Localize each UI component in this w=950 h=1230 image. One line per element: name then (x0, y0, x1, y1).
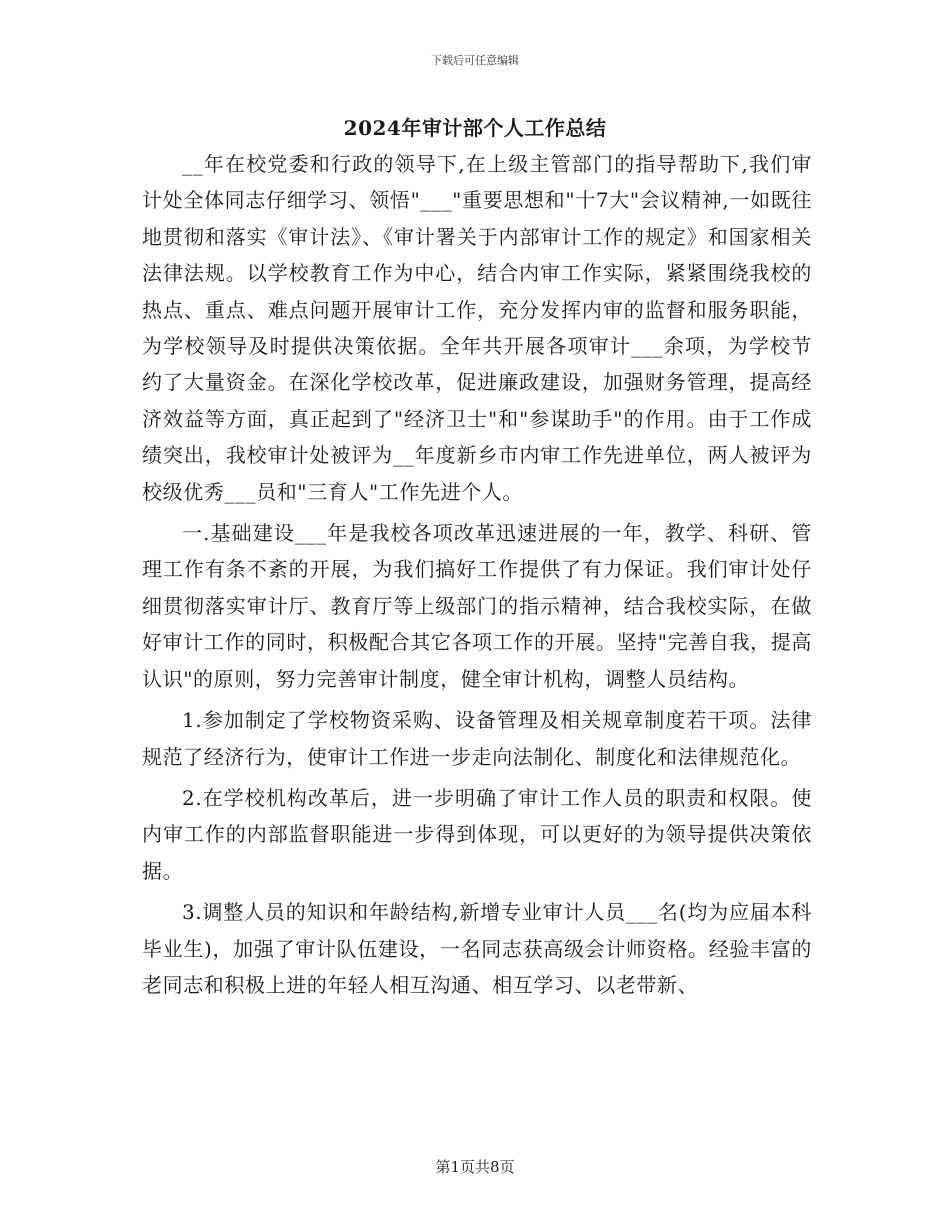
paragraph-section-one: 一.基础建设___年是我校各项改革迅速进展的一年，教学、科研、管理工作有条不紊的开展，为我们搞好工作提供了有力保证。我们审计处仔细贯彻落实审计厅、教育厅等上级部门的指示精神，结合我校实际，在做好审计工作的同时，积极配合其它各项工作的开展。坚持"完善自我，提高认识"的原则，努力完善审计制度，健全审计机构，调整人员结构。 (142, 521, 812, 691)
document-title: 2024年审计部个人工作总结 (343, 116, 607, 140)
paragraph-item-3: 3.调整人员的知识和年龄结构,新增专业审计人员___名(均为应届本科毕业生)，加强了审计队伍建设，一名同志获高级会计师资格。经验丰富的老同志和积极上进的年轻人相互沟通、相互学习、以老带新、 (142, 900, 812, 997)
paragraph-item-2: 2.在学校机构改革后，进一步明确了审计工作人员的职责和权限。使内审工作的内部监督职能进一步得到体现，可以更好的为领导提供决策依据。 (142, 785, 812, 883)
page-number: 第1页共8页 (435, 1158, 515, 1176)
paragraph-intro: __年在校党委和行政的领导下,在上级主管部门的指导帮助下,我们审计处全体同志仔细学习、领悟"___"重要思想和"十7大"会议精神,一如既往地贯彻和落实《审计法》、《审计署关于内部审计工作的规定》和国家相关法律法规。以学校教育工作为中心，结合内审工作实际，紧紧围绕我校的热点、重点、难点问题开展审计工作，充分发挥内审的监督和服务职能，为学校领导及时提供决策依据。全年共开展各项审计___余项，为学校节约了大量资金。在深化学校改革，促进廉政建设，加强财务管理，提高经济效益等方面，真正起到了"经济卫士"和"参谋助手"的作用。由于工作成绩突出，我校审计处被评为__年度新乡市内审工作先进单位，两人被评为校级优秀___员和"三育人"工作先进个人。 (142, 152, 812, 504)
document-body (142, 146, 812, 1008)
paragraph-item-1: 1.参加制定了学校物资采购、设备管理及相关规章制度若干项。法律规范了经济行为，使审计工作进一步走向法制化、制度化和法律规范化。 (142, 708, 812, 769)
page-header-note: 下载后可任意编辑 (431, 54, 519, 67)
